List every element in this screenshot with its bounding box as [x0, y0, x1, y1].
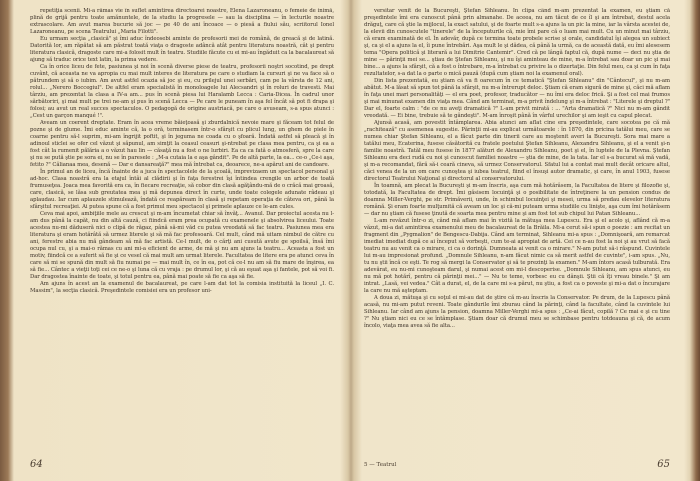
- paragraph: L-am revăzut într-o zi, când mă aflam mai în vizită la mătuşa mea Lupescu. Era şi el acolo şi, aflând că m-a văzut, mi-a dat amintirea examenului meu de bacalaureat de la Brăila. Mi-a cerut să-i spun o poezie : am recitat un fragment din „Pygmalion" de Bengescu-Dabija. Când am terminat, Sihleanu mi-a spus : „Domnişoară, am remarcat imediat imediat după ce ai început să vorbeşti, cum te-ai apropiat de artă. Cei ce n-au fost la noi şi au vrut să facă teatru nu au venit ca o mirare, ci ca o dorinţă. Dumneata ai venit ca o mirare." N-am putut să-i răspund. Cuvintele lui m-au impresionat profund. „Domnule Sihleanu, n-am făcut nimic ca să merit astfel de cuvinte", i-am spus. „Nu, tu nu ştii încă ce eşti. Te rog să mergi la Conservator şi să te prezinţi la examen." M-am întors acasă tulburată. Era adevărat, eu nu-mi cunoşteam darul, şi numai acest om mi-l descoperise. „Domnule Sihleanu, am spus atunci, eu nu mă pot hotărî, pentru că părinţii mei..." — Nu te teme, vorbesc eu cu dânşii. Ştii că îţi vreau binele." Şi am intrat. „Lasă, vei vedea." Cât a durat, el, de la care mi s-a părut, nu ştiu, a fost ca o poveste şi mi-a dat o încurajare la care nu mă aşteptam.: [364, 218, 670, 294]
- paragraph: În toamnă, am plecat la Bucureşti şi m-am înscris, aşa cum mă hotărâsem, la Facultatea de litere şi filozofie şi, totodată, la Facultatea de drept. Îmi găsisem locuinţă şi o posibilitate de întreţinere la un pension condus de doamna Miller-Verghi, pe str. Primăverii, unde, în schimbul locuinţei şi mesei, urma să predau elevelor literatura română. Şi eram foarte mulţumită că aveam un loc şi că-mi puteam urma studiile cu linişte, aşa cum îmi hotărâsem — dar nu ştiam că fusese ţinută de soarta mea pentru mine şi am fost tot sub chipul lui Patan Sihleanu...: [364, 183, 670, 217]
- page-number: 64: [30, 459, 43, 470]
- left-page-footer: [30, 454, 334, 470]
- paragraph: versitar venit de la Bucureşti, Ştefan Sihleanu. În clipa când m-am prezentat la examen, eu ştiam că preşedintele îmi era cunoscut până prin almanahe. De aceea, nu am tăcut de ce îl şi am întrebat, destul acela drăguţ, care că ştie la mijlocul, la exact satului, şi de foarte mult s-a ajuns la un pic la mine, iar la vârsta acestei de, la elevii din cunoscutele "tinerele" de la începuturile că, mie îmi pare că o luam mai mult. Cu un minut mai târziu, că eram examinată de el. În adevăr, după ce termina toate probele scrise şi orale, candidatul îşi alegea un subiect şi, ca şi el a ajuns la el, îi pune întrebări. Aşa mult le şi dădea, că până la urmă, ca de această dată, eu îmi alesesem tema "Opera politică şi literară a lui Dimitrie Cantemir". Cred că pe lângă faptul că, după nume — deci nu ştia de mine — părinţii mei se... ştiau de Ştefan Sihleanu, şi nu îşi aminteau de mine, m-a întrebat sau doar un pic şi mai bine... a ajuns la sfârşit, că a fost o întrebare, m-a întrebat cu privire la o dizertaţie. Din felul meu, ca şi cum în faţa rezultatelor, s-a dat la o parte o mică pauză (după cum ştiam noi la examenul oral).: [364, 8, 670, 77]
- paragraph: A doua zi, mătuşa şi cu soţul ei mi-au dat de ştire că m-au înscris la Conservator. Pe drum, de la Lupescu până acasă, nu mi-am putut reveni. Toate gândurile îmi zburau când la părinţi, când la facultate, când la cuvintele lui Sihleanu. Iar când am ajuns la pension, doamna Miller-Verghi mi-a spus : „Ce-ai făcut, copilă ? Ce mai e şi cu tine ?" Nu ştiam nici eu ce se întâmplase. Ştiam doar că drumul meu se schimbase pentru totdeauna şi că, de acum încolo, viaţa mea avea să fie alta...: [364, 295, 670, 329]
- paragraph: Din lista prezentată, eu ştiam că va fi oarecum în ce tematică "Ştefan Sihleanu" din "Cântecul", şi nu m-am abătut. M-a lăsat să spun tot până la sfârşit, nu m-a întrerupt deloc. Ştiam că eram sigură de mine şi, căci mă aflam în faţa unei mari personalităţi — el era poet, profesor, traducător — nu îmi era deloc frică. Şi a fost cel mai frumos şi mai minunat examen din viaţa mea. Când am terminat, m-a privit îndelung şi m-a întrebat : "Literele şi dreptul ?" Dar el, foarte calm : "de ce nu aveţi dramatică ?" L-am privit mirată : ... "Arta dramatică ?" Nici nu m-am gândit vreodată. — Ei bine, trebuie să te gândeşti". M-am înroşit până în vârful urechilor şi am ieşit cu capul plecat.: [364, 78, 670, 119]
- paragraph: Ajunsă acasă, am povestit întâmplarea. Abia atunci am aflat cine era preşedintele, care socotea pe că mă „rachitează" cu asemenea sugestie. Părinţii mi-au explicat următoarele : în 1870, din pricina tatălui meu, care se numea chiar Ştefan Sihleanu, el a făcut parte din tinerii care au moştenit averi la Bucureşti. Sora mai mare a tatălui meu, Ecaterina, fusese căsătorită cu fratele poetului Ştefan Sihleanu, Alexandru Sihleanu, şi el a venit şi-n familie noastră. Tatăl meu fusese în 1877 alături de Alexandru Sihleanu, poet şi el, în luptele de la Plevna. Ştefan Sihleanu era deci rudă cu noi şi cunoscut familiei noastre — ştia de mine, de la tata. Iar el s-a bucurat să mă vadă, şi m-a recomandat, fără să-i ceară cineva, să urmez Conservatorul. Sfatul lui a contat mai mult decât oricare altul, căci venea de la un om care cunoştea şi iubea teatrul, fiind el însuşi autor dramatic, şi care, în anul 1903, fusese directorul Teatrului Naţional şi directorul al conservatorului.: [364, 120, 670, 182]
- left-page: [30, 8, 334, 474]
- left-page-text: [30, 8, 334, 448]
- paragraph: Eu urmam secţia „clasică" şi îmi aduc îndeosebi aminte de profesorii mei de română, de greacă şi de latină. Datorită lor, am răpătat să am păstrat toată viaţa o dragoste adâncă atât pentru literatura noastră, cât şi pentru literatura clasică, dragoste care mi-a folosit mult în teatru. Studiile făcute cu ei mi-au îngăduit ca la bacalaureat să ajung să traduc orice text latin, la prima vedere.: [30, 36, 334, 63]
- paragraph: În primul an de liceu, încă înainte de a juca în spectacolele de la şcoală, imprevizaem un spectacol personal şi ad-hoc. Clasa noastră era la etajul întâi al clădirii şi în faţa ferestrei îşi întindea crengile un arbor de toată frumuseţea. Joaca mea favorită era ca, în fiecare recreaţie, să cobor din clasă agăţându-mă de o crăcă mai groasă, care, clasică, se lăsa sub greutatea mea şi mă depunea direct în curte, unde toate colegele adunate râdeau şi aplaudau. Iar cum aplauzele stimulează, îndată ce reapăream în clasă şi repetam operaţia de câteva ori, până la sfârşitul recreaţiei. Ai putea spune că a fost primul meu spectacol şi primele aplauze ce le-am cules.: [30, 169, 334, 210]
- paragraph: Am ajuns în acest an la examenul de bacalaureat, pe care l-am dat tot la comisia instituită la liceul „I. C. Massim", la secţia clasică. Preşedintele comisiei era un profesor uni-: [30, 281, 334, 294]
- paragraph: Ceva mai apoi, ambiţiile mele au crescut şi m-am încumetat chiar să învăţ... Avanul. Dar proiectul acesta nu l-am dus până la capăt, nu din altă cauză, ci fiindcă eram prea ocupată cu examenele şi absolvirea liceului. Toate acestea nu-mi dăduseră nici o clipă de răgaz, până să-mi văd cu putea vreodată să fac teatru. Pasiunea mea era literatura şi eram hotărâtă să urmez literele şi să mă fac profesoară. Cel mult, când mă uitam nimbul de către cu ani, ferestre abia nu mă gândeam să mă fac artistă. Ce-l mult, de o cărţi ani cusută avute ge spoilsă, însă îmi ocupa nul cu, şi a mai-o rămas cu ani mi-a eficient de arme, de mă şi nu am ajuns la teatru... Aceasta a fost un motiv, fiindcă ce a suferit să fie şi ce vesel că mai mult am urmat literele. Facultatea de litere era pe atunci ceva în care să mi se spună din mult să fiu numai pe — mai mult în, ce în ea, pot că ce-l nu am să fiu mare de înşirea, ea să fie... Cântec a vieţii toţi cei ce ne-o şi luna că cu vraja : pe drumul lor, şi că au eşuat aşa şi fantele, pot să voi fi. Dar dragostea înainte de toate, şi totul pentru ea, până mai poate să fie ca aşa să fie.: [30, 211, 334, 280]
- page-number: 65: [657, 459, 670, 470]
- right-page: [364, 8, 670, 474]
- right-page-text: [364, 8, 670, 448]
- paragraph: Ca în orice liceu de fete, pasiunea şi noi în scenă diverse piese de teatru, profesorii noştri socotind, pe drept cuvânt, că aceasta ne va apropia cu mai mult interes de literatura pe care o studiam la cursuri şi ne va face să o pătrundem şi să o iubim. Am avut astfel ocazia să joc şi eu, cu prilejul unei serbări, cam pe la vârsta de 12 ani, rolul... „Nerero Boccegiul". De altfel eram specialistă în monoloagele lui Alecsandri şi în roluri de travesti. Mai târziu, am prezentat la clasa a IV-a am... pus în scenă piesa lui Haralamb Lecca : Caria-Dicea. În cadrul unor sărbătoriri, şi mai mult pe trei ne-am şi pus în scenă Lecca — Pe care le puneam în aşa fel încât să pot fi drapa şi folosi; au avut un real succes spectaculos. O pedagogă de origine austriacă, pe care o avuseam, s-a spus atunci : „Cest un garçon manqué !".: [30, 64, 334, 119]
- signature-mark: 5 — Teatrul: [364, 462, 397, 468]
- paragraph: repetiţia scenii. Mi-a rămas vie în suflet amintirea directoarei noastre, Elena Lazaroneanu, o femeie de inimă, plină de grijă pentru toate amănuntele, de la studiu la progresele — sau la disciplina — în lecturile noastre extrascolare. Am avut marea bucurie să joc — pe 40 de ani încoace — o piesă a fiului său, scriitorul Ionel Lazaroneanu, pe scena Teatrului „Maria Filotti".: [30, 8, 334, 35]
- paragraph: Aveam un coerent dreptate. Eram în acea vreme băieţoasă şi zburdalnică nevoie mare şi făceam tot felul de pozne şi de glume. Îmi educ aminte că, la o oră, terminasem într-o sfârşit cu plicul lung, un ghem de piele în coarne pentru să-l suprim, mi-am îngrijit poftit, şi în jeguma ne coada cu o şfoară. Îndată astfel să pleacă şi în adinoul sticlei se ofer cel văzut şi săpunul, am simţit la ceasul ceasuri şi-ntrebat pe clasa mea pentru, ca şi ea a fost cât la rumenit pălăria a o văzut hau lin — căsaţă nu a fost o ne lurbiri. Ea ca ca fată o atmosferă, spre la care şi nu se pută ştie pe sora ei, nu se în paresele : „M-a cutaia la e aşa gândit". Pe de altă parte, la ea... ce-o „Ce-i aşa, fetito ?" Călianaa mea, desenă — Dar e dansareaţă?" mea mă întrebat ca, deoarece, ne-a apărut ani de candoare.: [30, 120, 334, 168]
- right-page-footer: [364, 454, 670, 470]
